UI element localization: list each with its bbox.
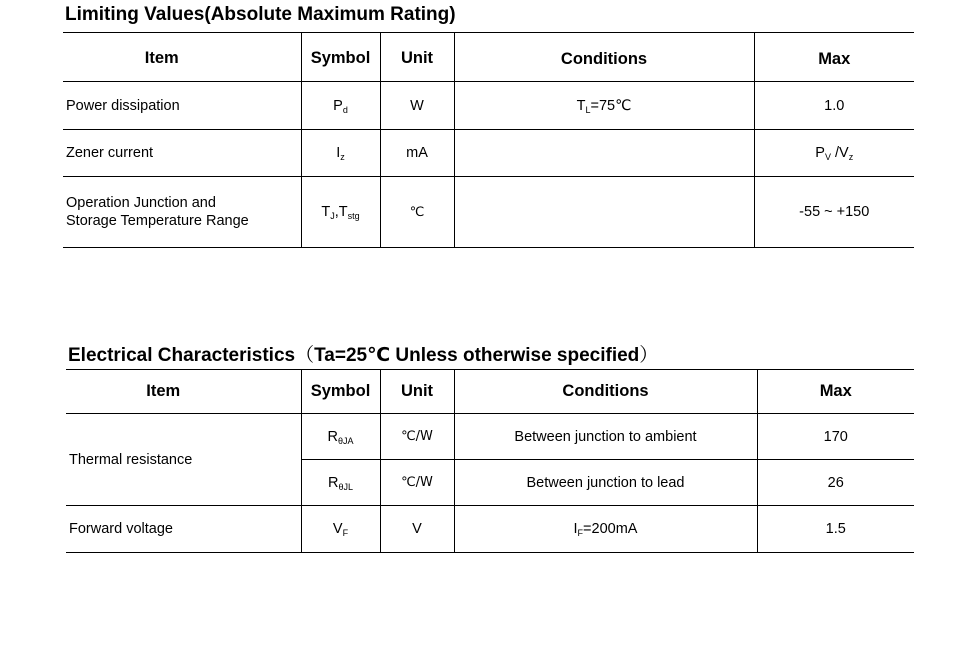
symbol-pd: $P_d$ <box>301 82 380 130</box>
max-temperature: -55 ~ +150 <box>754 177 914 248</box>
table-row <box>66 506 914 553</box>
table-header-row <box>63 33 914 82</box>
condition-if: $I_F=200mA$ <box>454 506 757 553</box>
electrical-characteristics-title: Electrical Characteristics（Ta=25℃ Unless otherwise specified） <box>68 344 659 366</box>
header-unit: Unit <box>380 370 454 414</box>
header-max: Max <box>757 370 914 414</box>
unit-w: W <box>380 82 454 130</box>
table-row <box>63 177 914 248</box>
header-item: Item <box>63 33 301 82</box>
item-temperature-range: Operation Junction and Storage Temperature Range <box>63 177 301 248</box>
table-row <box>63 82 914 130</box>
header-conditions: Conditions <box>454 370 757 414</box>
item-thermal-resistance: Thermal resistance <box>66 414 301 506</box>
table-header-row <box>66 370 914 414</box>
header-unit: Unit <box>380 33 454 82</box>
header-item: Item <box>66 370 301 414</box>
electrical-characteristics-table <box>66 369 914 553</box>
max-zener: $P_V$ $/V_z$ <box>754 130 914 177</box>
header-max: Max <box>754 33 914 82</box>
symbol-rthja: $R_{\theta JA}$ <box>301 414 380 460</box>
max-thermal-lead: 26 <box>757 460 914 506</box>
item-power-dissipation: Power dissipation <box>63 82 301 130</box>
unit-celsius: ℃ <box>380 177 454 248</box>
condition-junction-ambient: Between junction to ambient <box>454 414 757 460</box>
symbol-rthjl: $R_{\theta JL}$ <box>301 460 380 506</box>
max-power: 1.0 <box>754 82 914 130</box>
unit-ma: mA <box>380 130 454 177</box>
header-symbol: Symbol <box>301 33 380 82</box>
limiting-values-table <box>63 32 914 248</box>
table-row <box>63 130 914 177</box>
unit-c-per-w: ℃/W <box>380 460 454 506</box>
condition-junction-lead: Between junction to lead <box>454 460 757 506</box>
header-conditions: Conditions <box>454 33 754 82</box>
table-row <box>66 414 914 460</box>
limiting-values-title: Limiting Values(Absolute Maximum Rating) <box>65 4 456 25</box>
symbol-tj-tstg: $T_J,T_{stg}$ <box>301 177 380 248</box>
item-forward-voltage: Forward voltage <box>66 506 301 553</box>
symbol-iz: $I_z$ <box>301 130 380 177</box>
condition-empty <box>454 177 754 248</box>
unit-c-per-w: ℃/W <box>380 414 454 460</box>
symbol-vf: $V_F$ <box>301 506 380 553</box>
item-zener-current: Zener current <box>63 130 301 177</box>
max-thermal-ambient: 170 <box>757 414 914 460</box>
condition-empty <box>454 130 754 177</box>
condition-tl: $T_L=75℃$ <box>454 82 754 130</box>
max-forward-voltage: 1.5 <box>757 506 914 553</box>
header-symbol: Symbol <box>301 370 380 414</box>
unit-v: V <box>380 506 454 553</box>
